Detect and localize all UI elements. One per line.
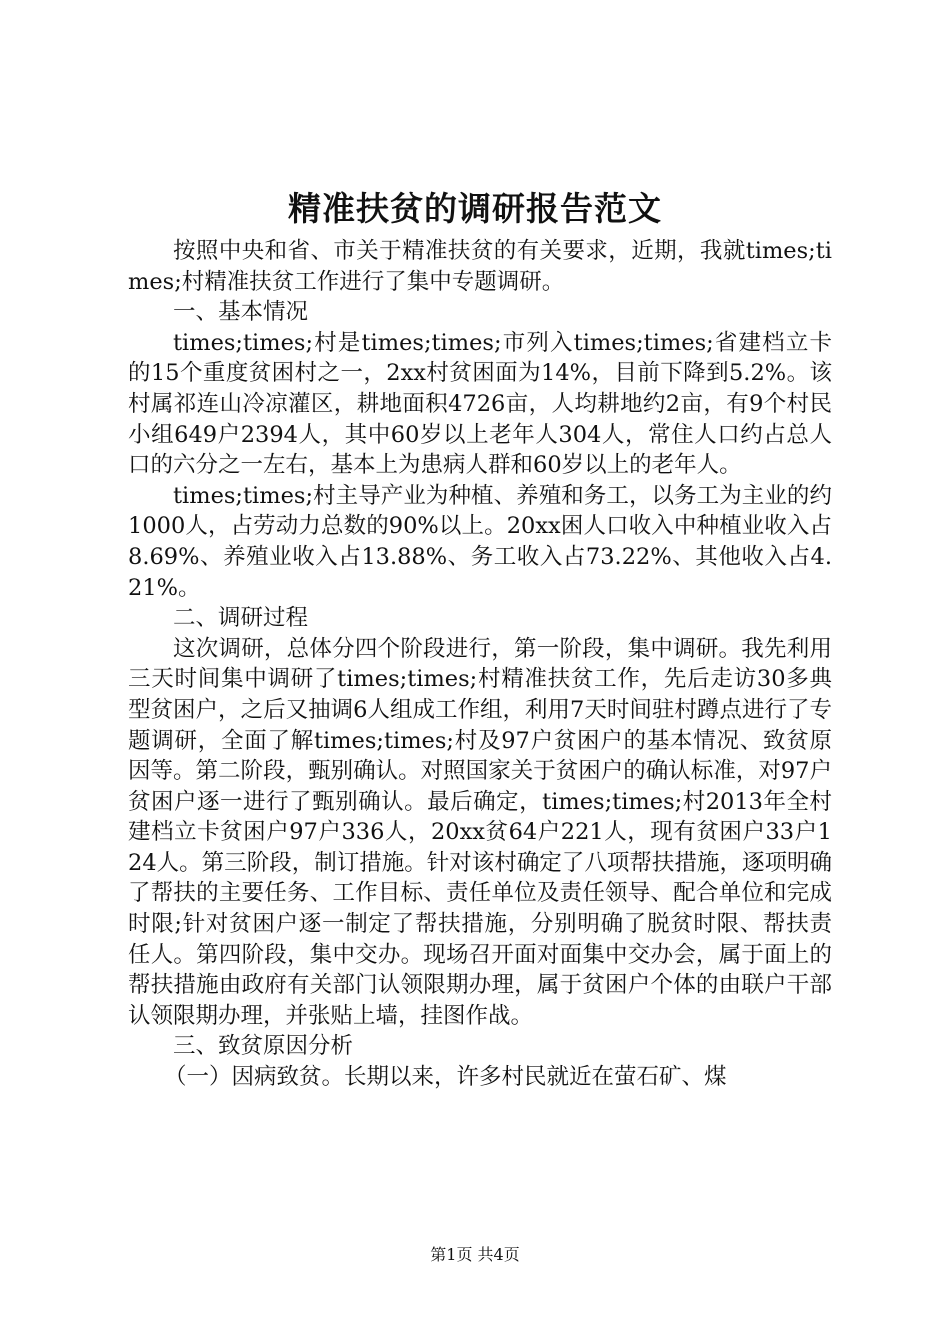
research-process-paragraph: 这次调研，总体分四个阶段进行，第一阶段，集中调研。我先利用三天时间集中调研了times;times;村精准扶贫工作，先后走访30多典型贫困户，之后又抽调6人组成工作组，利用7天时间驻村蹲点进行了专题调研，全面了解times;times;村及97户贫困户的基本情况、致贫原因等。第二阶段，甄别确认。对照国家关于贫困户的确认标准，对97户贫困户逐一进行了甄别确认。最后确定，times;times;村2013年全村建档立卡贫困户97户336人，20xx贫64户221人，现有贫困户33户124人。第三阶段，制订措施。针对该村确定了八项帮扶措施，逐项明确了帮扶的主要任务、工作目标、责任单位及责任领导、配合单位和完成时限;针对贫困户逐一制定了帮扶措施，分别明确了脱贫时限、帮扶责任人。第四阶段，集中交办。现场召开面对面集中交办会，属于面上的帮扶措施由政府有关部门认领限期办理，属于贫困户个体的由联户干部认领限期办理，并张贴上墙，挂图作战。 [128,635,832,1029]
poverty-cause-illness-paragraph: （一）因病致贫。长期以来，许多村民就近在萤石矿、煤 [164,1064,727,1091]
intro-paragraph: 按照中央和省、市关于精准扶贫的有关要求，近期，我就times;times;村精准扶贫工作进行了集中专题调研。 [128,238,832,295]
section-heading-research-process: 二、调研过程 [173,605,309,632]
section-heading-basic-situation: 一、基本情况 [173,299,309,326]
document-body [128,236,832,1093]
basic-situation-paragraph: times;times;村是times;times;市列入times;times;省建档立卡的15个重度贫困村之一，2xx村贫困面为14%，目前下降到5.2%。该村属祁连山冷凉灌区，耕地面积4726亩，人均耕地约2亩，有9个村民小组649户2394人，其中60岁以上老年人304人，常住人口约占总人口的六分之一左右，基本上为患病人群和60岁以上的老年人。 [128,329,832,479]
page-number-footer: 第1页 共4页 [430,1245,520,1264]
industry-paragraph: times;times;村主导产业为种植、养殖和务工，以务工为主业的约1000人，占劳动力总数的90%以上。20xx困人口收入中种植业收入占8.69%、养殖业收入占13.88%、务工收入占73.22%、其他收入占4.21%。 [128,482,832,601]
document-title: 精准扶贫的调研报告范文 [288,189,662,228]
section-heading-poverty-causes: 三、致贫原因分析 [173,1033,354,1060]
